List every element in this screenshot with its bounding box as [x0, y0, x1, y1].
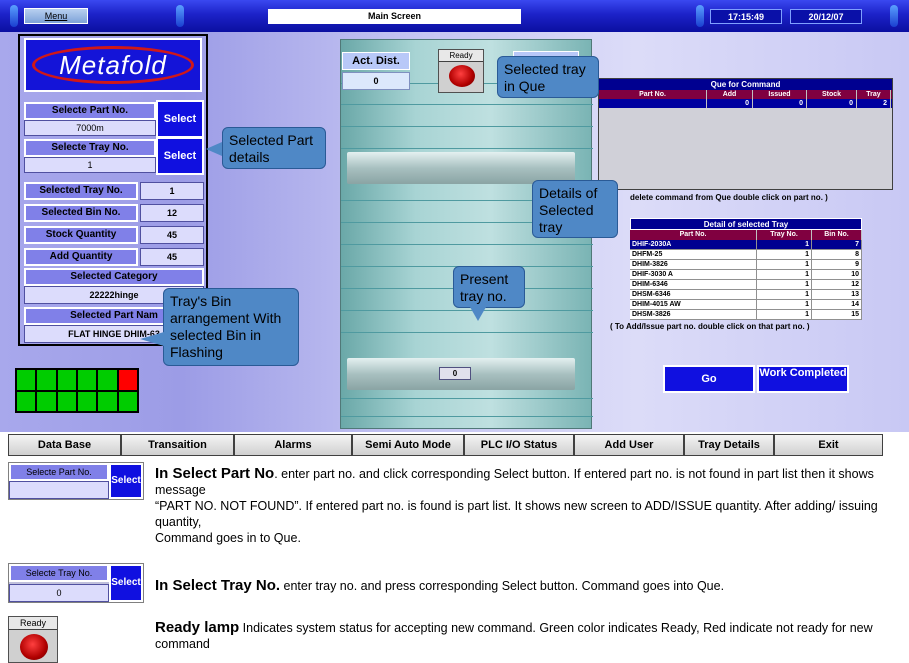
desc-ready-lamp-icon	[20, 634, 48, 660]
detail-selected-tray	[630, 218, 862, 320]
detail-row[interactable]	[630, 250, 862, 260]
detail-cell-tray: 1	[757, 270, 812, 279]
callout-bin-arrangement: Tray's Bin arrangement With selected Bin in Flashing	[163, 288, 299, 366]
detail-cell-bin: 8	[812, 250, 862, 259]
work-completed-button[interactable]: Work Completed	[757, 365, 849, 393]
selected-bin-label: Selected Bin No.	[24, 204, 138, 222]
bin-cell	[97, 391, 117, 413]
desc-ready-title: Ready lamp	[155, 619, 240, 636]
detail-cell-tray: 1	[757, 260, 812, 269]
bin-cell	[36, 391, 56, 413]
detail-cell-part: DHSM-3826	[630, 310, 757, 319]
bin-cell-flashing	[118, 369, 138, 391]
menu-exit[interactable]: Exit	[774, 434, 883, 456]
bin-cell	[77, 391, 97, 413]
main-screen	[0, 32, 909, 432]
que-header-stock: Stock	[807, 90, 857, 99]
detail-row[interactable]	[630, 300, 862, 310]
menu-semi-auto-mode[interactable]: Semi Auto Mode	[352, 434, 464, 456]
detail-cell-part: DHIM-3826	[630, 260, 757, 269]
cabinet-line	[341, 310, 593, 311]
que-header-issued: Issued	[753, 90, 807, 99]
detail-header-bin: Bin No.	[812, 230, 862, 240]
desc-select-part-line3: Command goes in to Que.	[155, 531, 301, 545]
menu-database[interactable]: Data Base	[8, 434, 121, 456]
que-delete-note: delete command from Que double click on part no. )	[630, 193, 828, 202]
callout-details-tray: Details of Selected tray	[532, 180, 618, 238]
que-cell-issued: 0	[753, 99, 807, 108]
bin-cell	[16, 391, 36, 413]
que-title: Que for Command	[599, 79, 892, 90]
detail-row[interactable]	[630, 260, 862, 270]
go-button[interactable]: Go	[663, 365, 755, 393]
detail-header-row	[630, 230, 862, 240]
logo-text: Metafold	[59, 50, 167, 80]
desc-select-tray-label: Selecte Tray No.	[9, 564, 109, 582]
cabinet-line	[341, 416, 593, 417]
menu-alarms[interactable]: Alarms	[234, 434, 352, 456]
que-row[interactable]	[599, 99, 892, 108]
detail-row[interactable]	[630, 280, 862, 290]
que-header-part: Part No.	[599, 90, 707, 99]
bin-cell	[36, 369, 56, 391]
detail-cell-part: DHFM-25	[630, 250, 757, 259]
detail-cell-bin: 9	[812, 260, 862, 269]
detail-cell-tray: 1	[757, 300, 812, 309]
detail-cell-bin: 14	[812, 300, 862, 309]
cabinet-line	[341, 244, 593, 245]
callout-tail	[140, 332, 164, 346]
detail-cell-bin: 13	[812, 290, 862, 299]
date-display: 20/12/07	[790, 9, 862, 24]
bottom-menu-bar	[8, 434, 885, 456]
desc-select-part-label: Selecte Part No.	[9, 463, 109, 481]
desc-ready-text	[155, 620, 900, 652]
detail-note: ( To Add/Issue part no. double click on that part no. )	[610, 322, 810, 331]
desc-select-part-input	[9, 481, 109, 499]
selected-tray-value: 1	[140, 182, 204, 200]
que-cell-part	[599, 99, 707, 108]
detail-title: Detail of selected Tray	[630, 218, 862, 230]
menu-tray-details[interactable]: Tray Details	[684, 434, 774, 456]
callout-tail	[470, 307, 486, 321]
bin-cell	[97, 369, 117, 391]
que-for-command	[598, 78, 893, 190]
titlebar-cap-right	[890, 5, 898, 27]
selected-bin-value: 12	[140, 204, 204, 222]
select-tray-button[interactable]: Select	[156, 137, 204, 175]
detail-cell-part: DHIF-3030 A	[630, 270, 757, 279]
detail-cell-bin: 10	[812, 270, 862, 279]
stock-quantity-label: Stock Quantity	[24, 226, 138, 244]
detail-cell-bin: 7	[812, 240, 862, 249]
select-part-button[interactable]: Select	[156, 100, 204, 138]
detail-row[interactable]	[630, 240, 862, 250]
ready-lamp-icon	[449, 65, 475, 87]
bin-cell	[57, 369, 77, 391]
que-cell-stock: 0	[807, 99, 857, 108]
desc-select-tray-body: enter tray no. and press corresponding Select button. Command goes into Que.	[280, 579, 725, 593]
detail-cell-bin: 12	[812, 280, 862, 289]
cabinet-line	[341, 148, 593, 149]
metafold-logo	[24, 38, 202, 92]
menu-add-user[interactable]: Add User	[574, 434, 684, 456]
desc-select-part-widget	[8, 462, 144, 500]
titlebar-cap-left	[10, 5, 18, 27]
selected-category-label: Selected Category	[24, 268, 204, 286]
detail-cell-bin: 15	[812, 310, 862, 319]
cabinet-line	[341, 126, 593, 127]
detail-header-tray: Tray No.	[757, 230, 812, 240]
stock-quantity-value: 45	[140, 226, 204, 244]
menu-button[interactable]: Menu	[24, 8, 88, 24]
que-cell-add: 0	[707, 99, 753, 108]
menu-transaition[interactable]: Transaition	[121, 434, 234, 456]
titlebar-cap	[176, 5, 184, 27]
detail-row[interactable]	[630, 310, 862, 320]
selected-part-name-value: FLAT HINGE DHIM-63	[24, 325, 204, 343]
que-cell-tray: 2	[857, 99, 891, 108]
ready-label: Ready	[439, 50, 483, 62]
detail-row[interactable]	[630, 270, 862, 280]
add-quantity-label: Add Quantity	[24, 248, 138, 266]
detail-cell-tray: 1	[757, 290, 812, 299]
menu-plc-io-status[interactable]: PLC I/O Status	[464, 434, 574, 456]
desc-select-part-line2: “PART NO. NOT FOUND”. If entered part no. is found is part list. It shows new screen to ADD/ISSUE quantity. After adding/ issuing quantity,	[155, 499, 878, 529]
bin-cell	[118, 391, 138, 413]
act-dist-value: 0	[342, 72, 410, 90]
select-tray-input[interactable]: 1	[24, 157, 156, 173]
desc-select-tray-title: In Select Tray No.	[155, 577, 281, 594]
callout-selected-tray-que: Selected tray in Que	[497, 56, 599, 98]
detail-cell-part: DHSM-6346	[630, 290, 757, 299]
ready-lamp-widget	[438, 49, 484, 93]
desc-select-tray-widget	[8, 563, 144, 603]
bin-cell	[77, 369, 97, 391]
desc-select-tray-text	[155, 578, 900, 594]
time-display: 17:15:49	[710, 9, 782, 24]
callout-selected-part: Selected Part details	[222, 127, 326, 169]
detail-header-part: Part No.	[630, 230, 757, 240]
cabinet-line	[341, 332, 593, 333]
desc-select-part-line1: . enter part no. and click corresponding Select button. If entered part no. is not found in part list then it shows message	[155, 467, 874, 497]
desc-ready-label: Ready	[9, 617, 57, 630]
bin-cell	[16, 369, 36, 391]
act-dist-label: Act. Dist.	[342, 52, 410, 70]
add-quantity-value: 45	[140, 248, 204, 266]
title-bar	[0, 0, 909, 32]
detail-cell-tray: 1	[757, 310, 812, 319]
select-part-label: Selecte Part No.	[24, 102, 156, 120]
selected-tray-label: Selected Tray No.	[24, 182, 138, 200]
desc-select-part-title: In Select Part No	[155, 465, 275, 482]
detail-cell-tray: 1	[757, 240, 812, 249]
callout-present-tray: Present tray no.	[453, 266, 525, 308]
cabinet-line	[341, 104, 593, 105]
tray-bin-grid	[15, 368, 139, 413]
select-part-input[interactable]: 7000m	[24, 120, 156, 136]
cabinet-line	[341, 398, 593, 399]
detail-cell-tray: 1	[757, 280, 812, 289]
selected-category-value: 22222hinge	[24, 286, 204, 304]
bin-cell	[57, 391, 77, 413]
detail-cell-part: DHIF-2030A	[630, 240, 757, 249]
que-header-add: Add	[707, 90, 753, 99]
selected-part-name-label: Selected Part Nam	[24, 307, 204, 325]
titlebar-cap	[696, 5, 704, 27]
callout-tail	[206, 142, 222, 156]
desc-select-tray-input: 0	[9, 584, 109, 602]
desc-ready-body: Indicates system status for accepting new command. Green color indicates Ready, Red indicate not ready for new command	[155, 621, 873, 651]
que-header-tray: Tray	[857, 90, 891, 99]
desc-ready-lamp-widget	[8, 616, 58, 663]
detail-rows	[630, 240, 862, 320]
present-tray-value: 0	[439, 367, 471, 380]
desc-select-part-text	[155, 466, 900, 546]
detail-cell-part: DHIM-6346	[630, 280, 757, 289]
screen-title: Main Screen	[268, 9, 521, 24]
select-tray-label: Selecte Tray No.	[24, 139, 156, 157]
desc-select-tray-button: Select	[109, 564, 143, 602]
detail-cell-part: DHIM-4015 AW	[630, 300, 757, 309]
que-header-row	[599, 90, 892, 99]
desc-select-part-button: Select	[109, 463, 143, 499]
detail-cell-tray: 1	[757, 250, 812, 259]
detail-row[interactable]	[630, 290, 862, 300]
